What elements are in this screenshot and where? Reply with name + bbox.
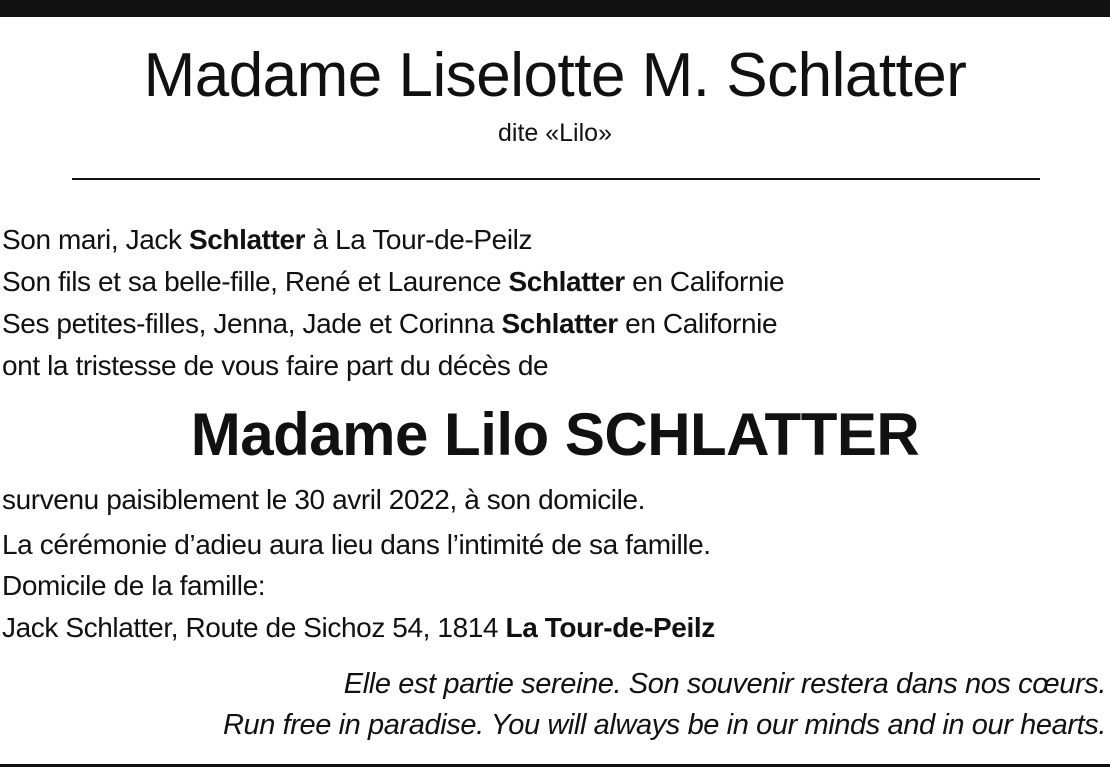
quote-english: Run free in paradise. You will always be in our minds and in our hearts. <box>222 709 1106 741</box>
family-line-husband <box>2 220 532 260</box>
header-divider <box>72 178 1040 180</box>
family-line-granddaughters-surname: Schlatter <box>501 308 618 339</box>
detail-line-passing: survenu paisiblement le 30 avril 2022, à son domicile. <box>2 484 645 515</box>
family-line-son-surname: Schlatter <box>508 266 625 297</box>
top-border <box>0 0 1110 17</box>
header-nickname: dite «Lilo» <box>498 119 612 147</box>
family-line-granddaughters-pre: Ses petites-filles, Jenna, Jade et Corinna <box>2 308 502 339</box>
family-line-granddaughters <box>2 304 777 344</box>
family-line-husband-pre: Son mari, Jack <box>2 224 189 255</box>
family-line-granddaughters-post: en Californie <box>617 308 778 339</box>
deceased-name: Madame Lilo SCHLATTER <box>190 401 920 468</box>
detail-line-domicile-label: Domicile de la famille: <box>2 570 266 601</box>
family-line-son-post: en Californie <box>624 266 785 297</box>
family-line-son <box>2 262 784 302</box>
quote-french: Elle est partie sereine. Son souvenir restera dans nos cœurs. <box>343 668 1106 700</box>
family-line-husband-surname: Schlatter <box>188 224 306 255</box>
address-town: La Tour-de-Peilz <box>505 612 715 643</box>
header-full-name: Madame Liselotte M. Schlatter <box>143 41 967 110</box>
bottom-border <box>0 764 1110 767</box>
detail-line-ceremony: La cérémonie d’adieu aura lieu dans l’intimité de sa famille. <box>2 529 711 560</box>
address-street: Jack Schlatter, Route de Sichoz 54, 1814 <box>2 612 506 643</box>
family-line-son-pre: Son fils et sa belle-fille, René et Laurence <box>2 266 509 297</box>
family-line-husband-post: à La Tour-de-Peilz <box>305 224 533 255</box>
detail-line-address <box>2 608 715 648</box>
announcement-line: ont la tristesse de vous faire part du décès de <box>2 350 549 381</box>
